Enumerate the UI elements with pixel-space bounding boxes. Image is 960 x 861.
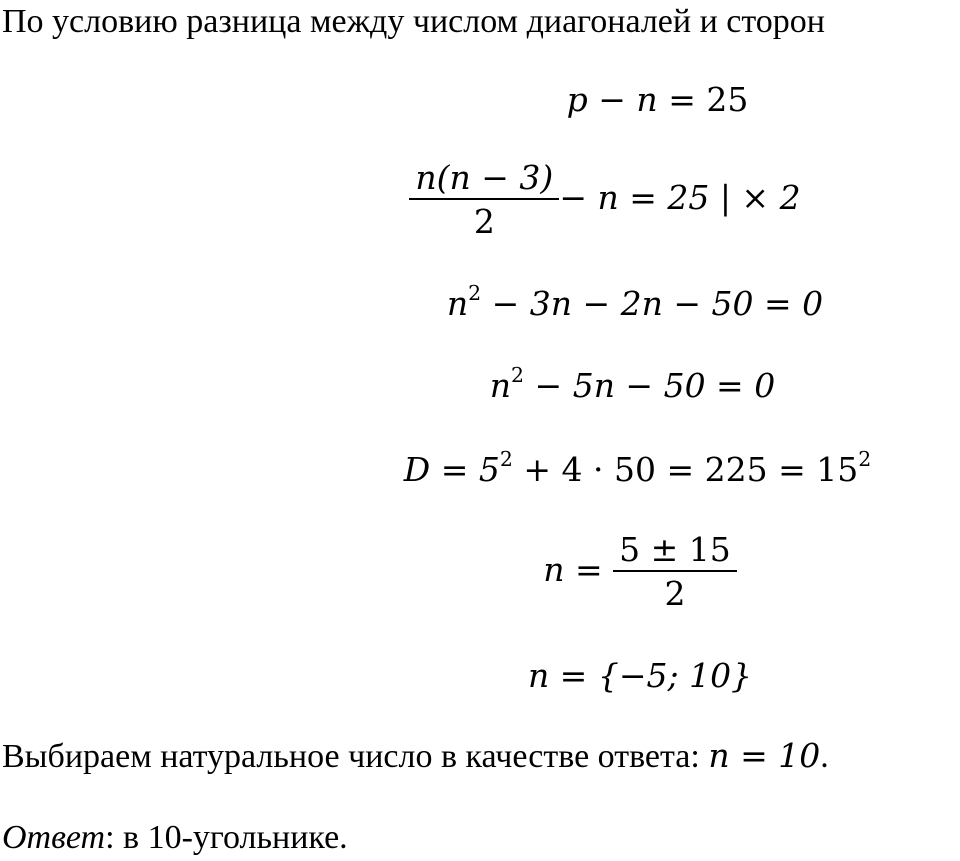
intro-line: По условию разница между числом диагоналей и сторон [2, 3, 825, 40]
fraction-n-n-minus-3: $\frac{n(n - 3)}{2}$ [409, 158, 559, 242]
equation-7: n = {−5; 10} [527, 656, 753, 695]
equation-6: n = $\frac{5 \pm 15}{2}$ [0, 530, 960, 614]
equation-1: p − n = 25 [566, 80, 749, 119]
fraction-5-pm-15: $\frac{5 \pm 15}{2}$ [613, 530, 737, 614]
conclusion-line: Выбираем натуральное число в качестве ответа: n = 10. [2, 736, 829, 775]
equation-2: $\frac{n(n - 3)}{2}$ − n = 25 | × 2 [0, 158, 960, 242]
answer-label: Ответ [2, 819, 106, 856]
equation-4: $n^2 - 5n - 50 = 0$ [489, 362, 776, 405]
answer-line: Ответ: в 10-угольнике. [2, 819, 348, 856]
equation-3: $n^2 - 3n - 2n - 50 = 0$ [446, 280, 824, 323]
equation-5: $D = 5^2 + 4 \cdot 50 = 225 = 15^2$ [403, 446, 872, 489]
